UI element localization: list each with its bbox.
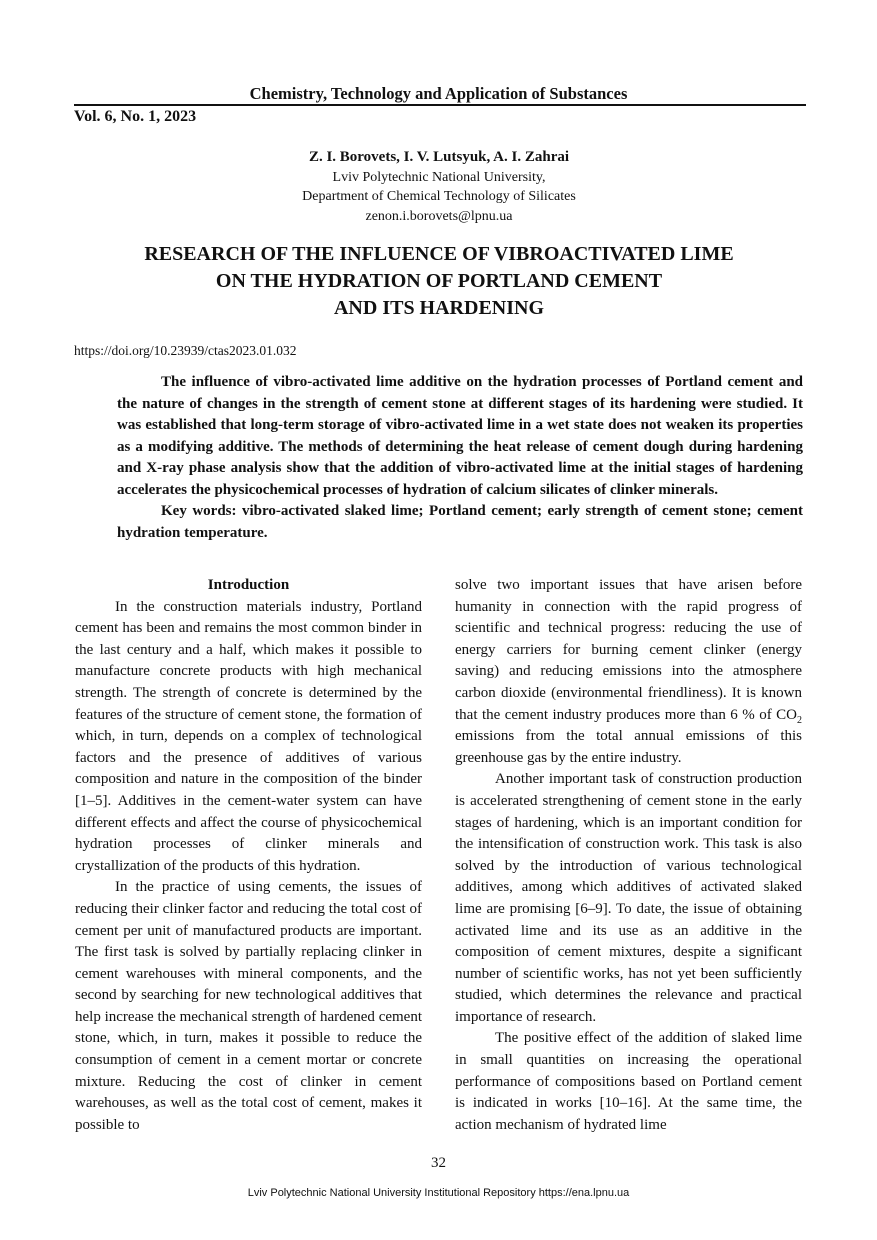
abstract	[117, 372, 803, 544]
keywords: Key words: vibro-activated slaked lime; Portland cement; early strength of cement stone; cement hydration temperature.	[117, 503, 803, 541]
paragraph: The positive effect of the addition of slaked lime in small quantities on increasing the operational performance of compositions based on Portland cement is indicated in works [10–16]. At the same time, the action mechanism of hydrated lime	[455, 1030, 802, 1133]
title-line-3: AND ITS HARDENING	[333, 297, 545, 319]
page-number: 32	[431, 1155, 446, 1171]
subscript: 2	[797, 714, 802, 726]
affiliation-university: Lviv Polytechnic National University,	[332, 169, 546, 185]
affiliation-department: Department of Chemical Technology of Silicates	[302, 189, 576, 204]
paragraph	[455, 575, 802, 769]
volume-issue: Vol. 6, No. 1, 2023	[74, 108, 197, 125]
paragraph: In the construction materials industry, Portland cement has been and remains the most common binder in the last century and a half, which makes it possible to manufacture concrete products with high mechanical strength. The strength of concrete is determined by the features of the structure of cement stone, the formation of which, in turn, depends on a complex of technological factors and the presence of additives of various composition and nature in the composition of the binder [1–5]. Additives in the cement-water system can have different effects and affect the course of physicochemical hydration processes of clinker minerals and crystallization of the products of this hydration.	[75, 598, 422, 874]
paper-title	[80, 241, 798, 322]
header-rule	[74, 104, 806, 106]
left-column	[75, 575, 422, 1136]
repository-footer: Lviv Polytechnic National University Institutional Repository https://ena.lpnu.ua	[247, 1187, 630, 1199]
paragraph-text: emissions from the total annual emissions of this greenhouse gas by the entire industry.	[455, 728, 802, 766]
author-email[interactable]: zenon.i.borovets@lpnu.ua	[365, 208, 513, 224]
abstract-text: The influence of vibro-activated lime additive on the hydration processes of Portland cement and the nature of changes in the strength of cement stone at different stages of its hardening were studied. It was established that long-term storage of vibro-activated lime in a wet state does not weaken its properties as a modifying additive. The methods of determining the heat release of cement dough during hardening and X-ray phase analysis show that the addition of vibro-activated lime at the initial stages of hardening accelerates the physicochemical processes of hydration of calcium silicates of clinker minerals.	[117, 374, 803, 498]
right-column	[455, 575, 802, 1136]
paragraph: Another important task of construction production is accelerated strengthening of cement stone in the early stages of hardening, which is an important condition for the intensification of construction work. This task is also solved by the introduction of various technological additives, among which additives of activated slaked lime are promising [6–9]. To date, the issue of obtaining activated lime and its use as an additive in the composition of cement mixtures, despite a significant number of scientific works, has not yet been sufficiently studied, which determines the relevance and practical importance of research.	[455, 771, 802, 1025]
journal-title: Chemistry, Technology and Application of Substances	[249, 84, 628, 103]
doi-link[interactable]: https://doi.org/10.23939/ctas2023.01.032	[74, 343, 297, 358]
title-line-2: ON THE HYDRATION OF PORTLAND CEMENT	[215, 270, 663, 292]
paragraph-text: solve two important issues that have arisen before humanity in connection with the rapid progress of scientific and technical progress: reducing the use of energy carriers for burning cement clinker (energy saving) and reducing emissions into the atmosphere carbon dioxide (environmental friendliness). It is known that the cement industry produces more than 6 % of CO	[455, 577, 802, 723]
author-names: Z. I. Borovets, I. V. Lutsyuk, A. I. Zahrai	[308, 149, 570, 165]
author-block	[180, 148, 698, 226]
section-heading-introduction: Introduction	[207, 577, 290, 593]
paragraph: In the practice of using cements, the issues of reducing their clinker factor and reducing the total cost of cement per unit of manufactured products are important. The first task is solved by partially replacing clinker in cement warehouses with mineral components, and the second by searching for new technological additives that help increase the mechanical strength of hardened cement stone, which, in turn, makes it possible to reduce the consumption of cement in a cement mortar or concrete mixture. Reducing the cost of clinker in cement warehouses, as well as the total cost of cement, makes it possible to	[75, 879, 422, 1133]
title-line-1: RESEARCH OF THE INFLUENCE OF VIBROACTIVATED LIME	[144, 243, 734, 265]
